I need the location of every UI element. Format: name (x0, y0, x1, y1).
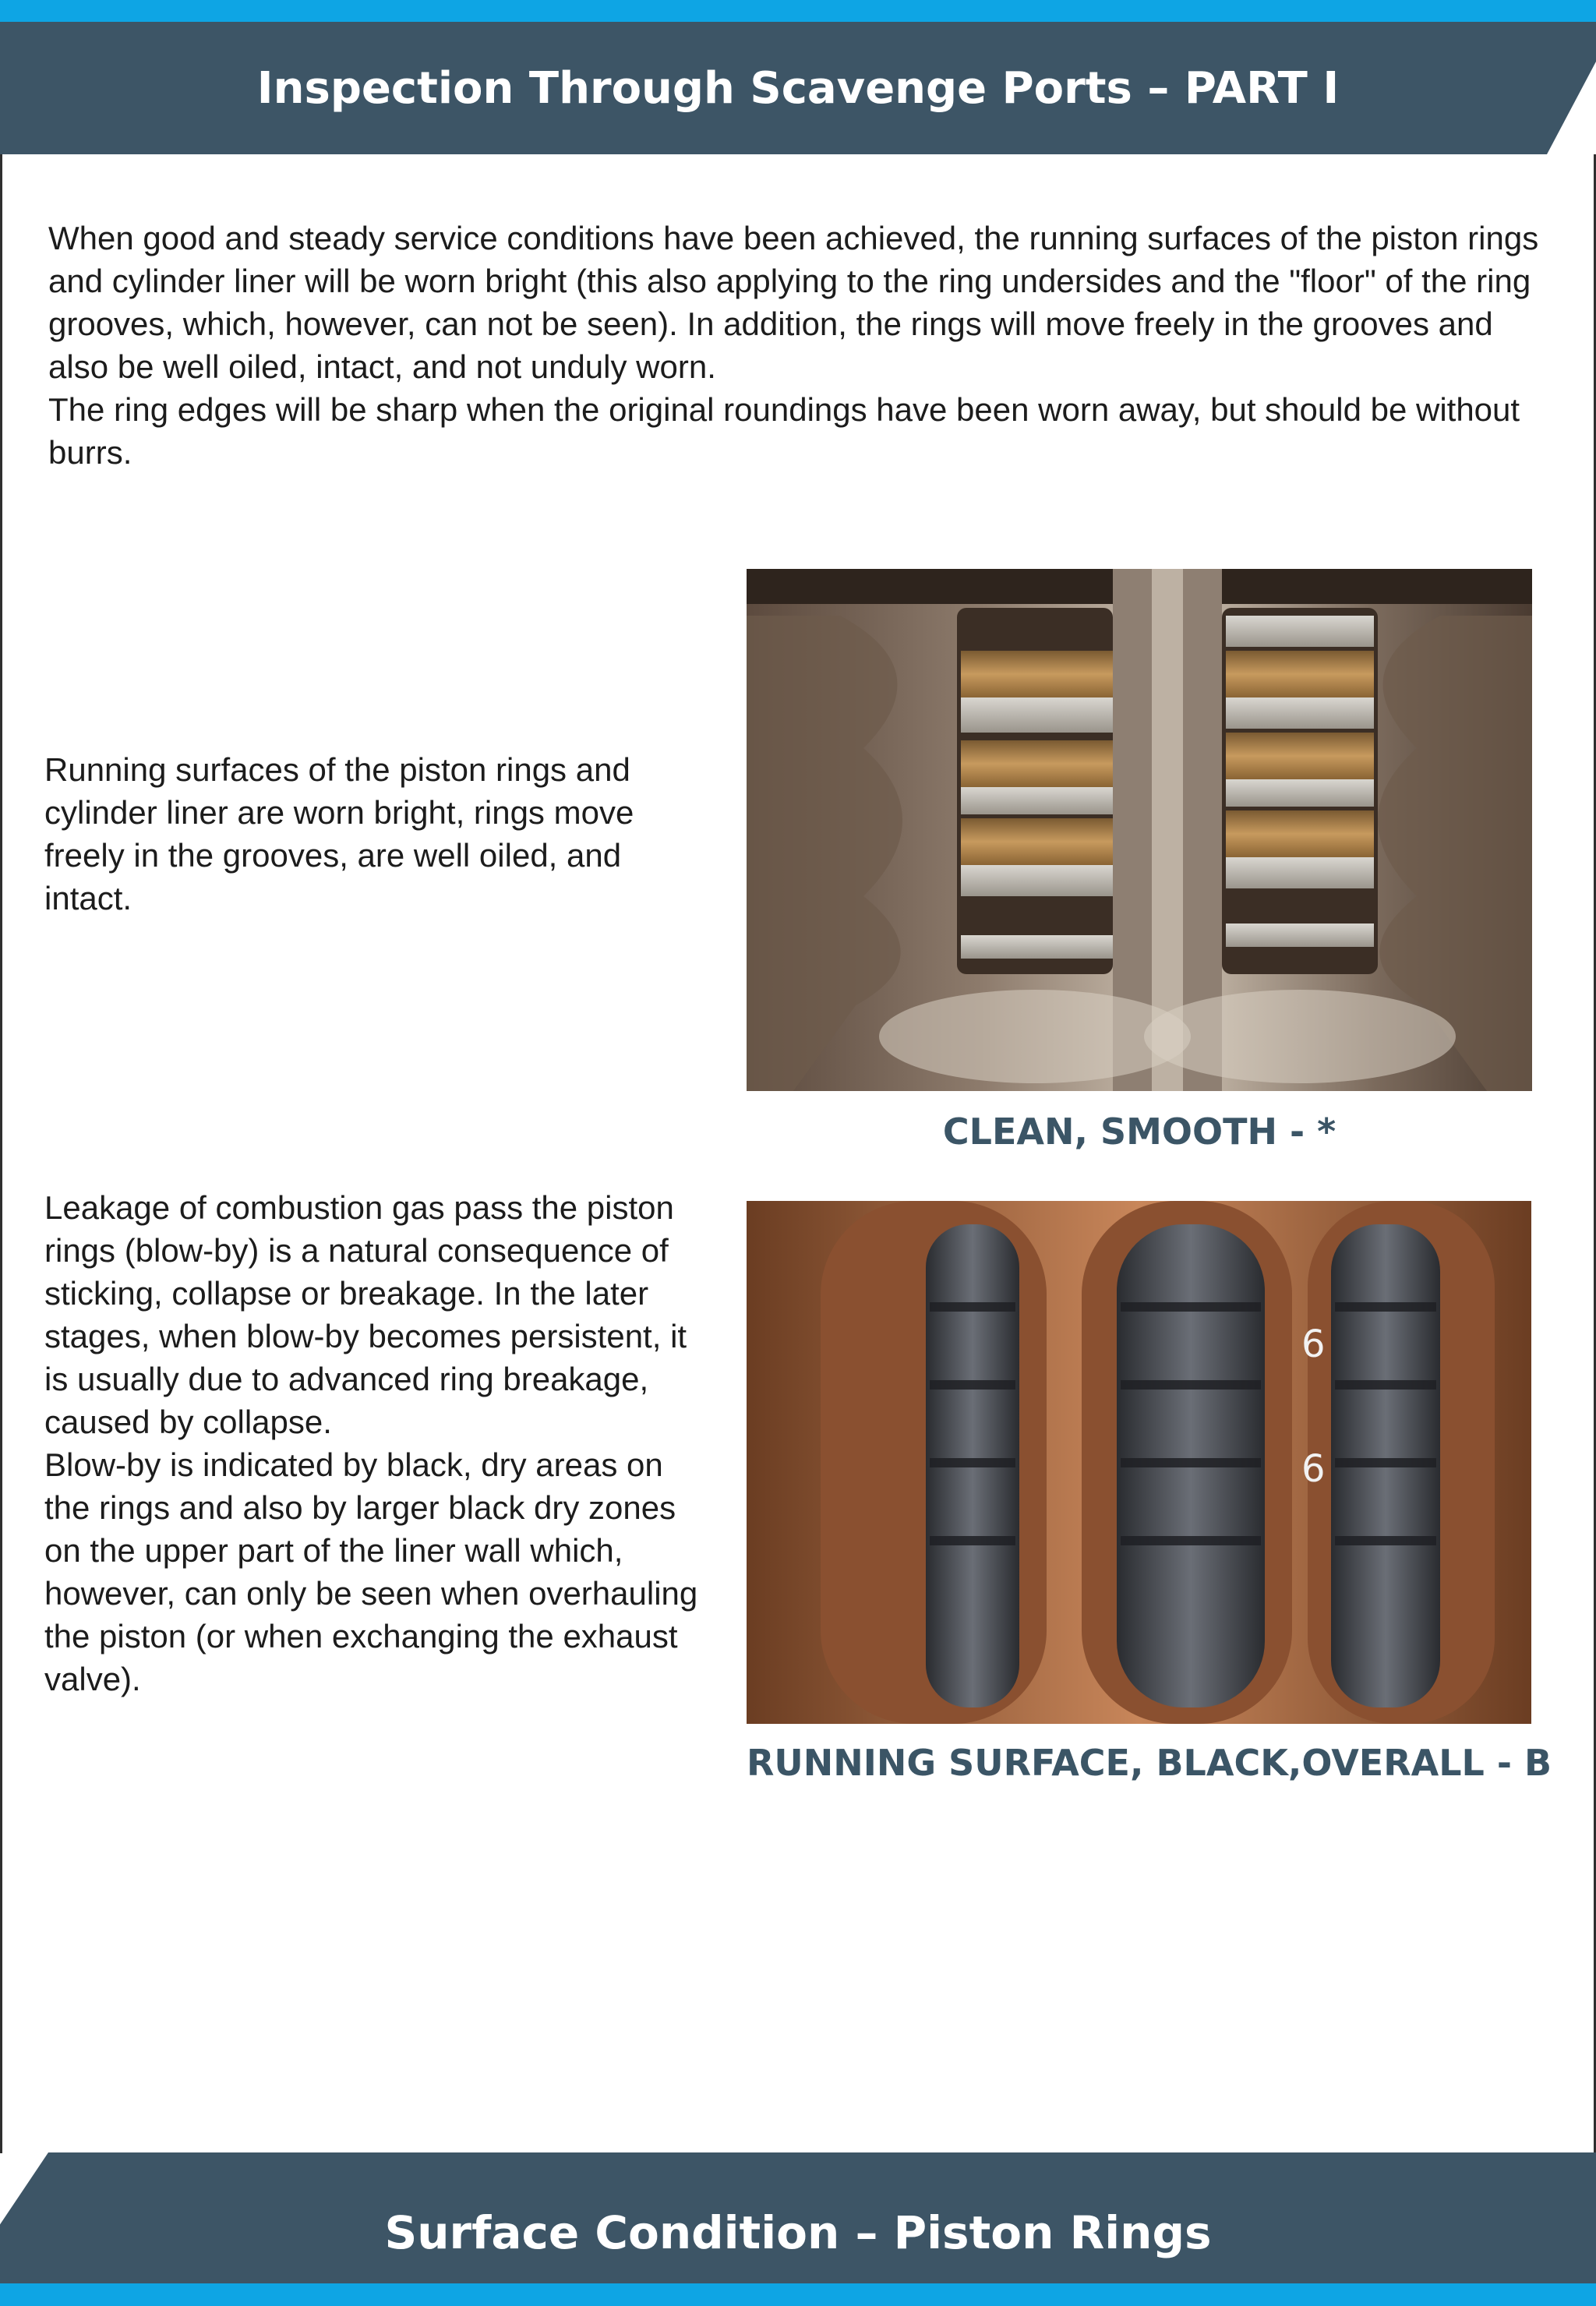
running-surface-black-caption: RUNNING SURFACE, BLACK,OVERALL - B (747, 1742, 1552, 1784)
footer-title: Surface Condition – Piston Rings (384, 2206, 1212, 2259)
page-border-left (0, 154, 2, 2153)
blow-by-description: Leakage of combustion gas pass the piston rings (blow-by) is a natural consequence of sticking, collapse or breakage. In the later stages, when blow-by becomes persistent, it is usually due to advanced ring breakage, caused by collapse. Blow-by is indicated by black, dry areas on the rings and also by larger black dry zones on the upper part of the liner wall which, however, can only be seen when overhauling the piston (or when exchanging the exhaust valve). (44, 1189, 698, 1697)
clean-condition-description: Running surfaces of the piston rings and cylinder liner are worn bright, rings move freely in the grooves, are well oiled, and intact. (44, 751, 634, 916)
photo-mark-1: 6 (1301, 1323, 1326, 1366)
clean-piston-rings-photo (747, 569, 1532, 1091)
bottom-accent-stripe (0, 2283, 1596, 2306)
top-accent-stripe (0, 0, 1596, 22)
photo-mark-2: 6 (1301, 1447, 1326, 1491)
intro-paragraph: When good and steady service conditions have been achieved, the running surfaces of the piston rings and cylinder liner will be worn bright (this also applying to the ring undersides and the "floor" of the ring grooves, which, however, can not be seen). In addition, the rings will move freely in the grooves and also be well oiled, intact, and not unduly worn. The ring edges will be sharp when the original roundings have been worn away, but should be without burrs. (48, 220, 1539, 471)
black-running-surface-photo (747, 1201, 1531, 1724)
clean-smooth-caption: CLEAN, SMOOTH - * (942, 1111, 1336, 1153)
page-title: Inspection Through Scavenge Ports – PART I (256, 62, 1340, 114)
